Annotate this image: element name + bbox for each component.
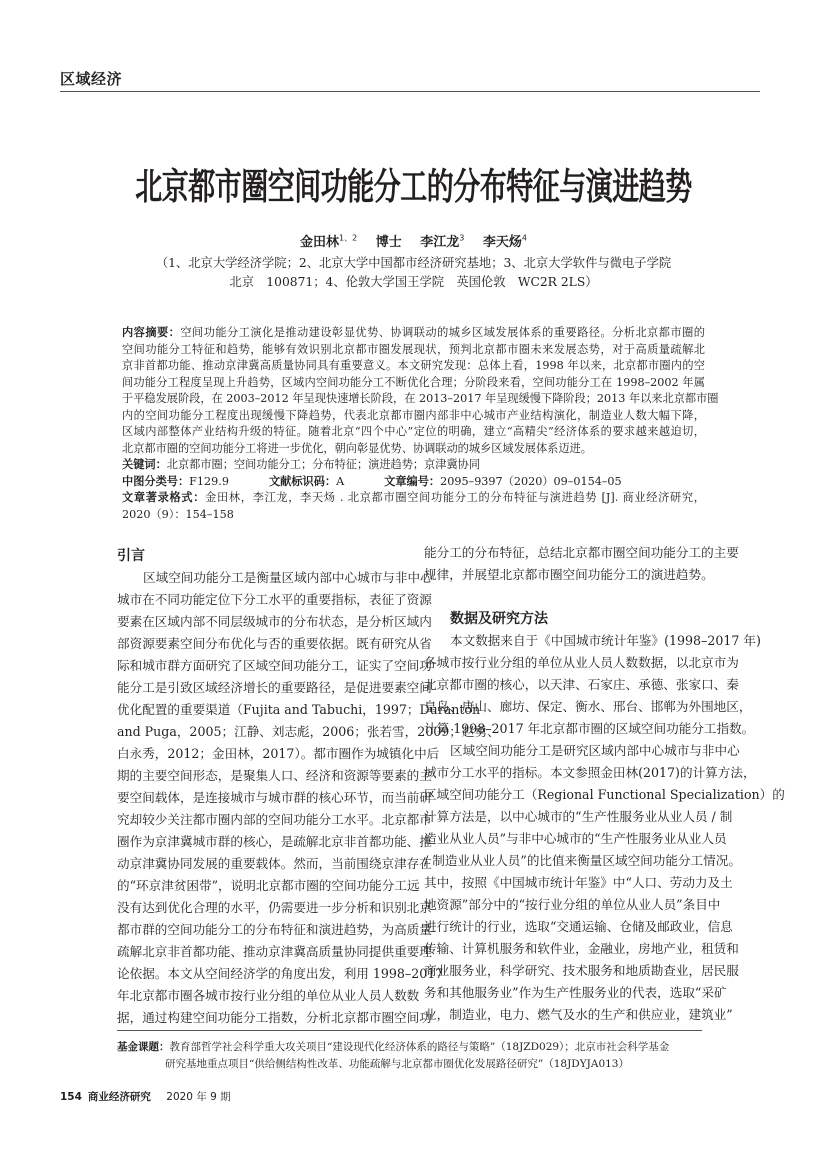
citation-line — [122, 490, 705, 507]
abstract-line — [122, 408, 705, 425]
abstract-text: 内的空间功能分工程度出现缓慢下降趋势，代表北京都市圈内部非中心城市产业结构演化，制造业人数大幅下降， — [122, 408, 705, 422]
section-tag: 区域经济 — [60, 70, 123, 88]
article-title: 北京都市圈空间功能分工的分布特征与演进趋势 — [135, 166, 692, 209]
author-list — [0, 231, 827, 250]
text-line: 计算 1998–2017 年北京都市圈的区域空间功能分工指数。 — [424, 721, 755, 736]
page-number: 154 — [60, 1091, 82, 1103]
abstract-text: 区域内部整体产业结构升级的特征。随着北京“四个中心”定位的明确，建立“高精尖”经济体系的要求越来越迫切， — [122, 425, 705, 438]
text-line: 白永秀，2012；金田林，2017）。都市圈作为城镇化中后 — [117, 746, 440, 761]
text-line: 究却较少关注都市圈内部的空间功能分工水平。北京都市 — [117, 812, 432, 827]
text-line: 皇岛、唐山、廊坊、保定、衡水、邢台、邯郸为外围地区， — [424, 699, 752, 714]
text-line: 期的主要空间形态，是聚集人口、经济和资源等要素的主 — [117, 768, 432, 783]
funding-note — [117, 1039, 717, 1073]
text-line: 区域空间功能分工是研究区域内部中心城市与非中心 — [450, 743, 740, 758]
text-line: 区域空间功能分工是衡量区域内部中心城市与非中心 — [143, 570, 433, 585]
abstract-line — [122, 424, 705, 441]
affiliation-line: （1、北京大学经济学院；2、北京大学中国都市经济研究基地；3、北京大学软件与微电子学院 — [155, 256, 672, 270]
text-line: 进行统计的行业，选取“交通运输、仓储及邮政业，信息 — [424, 919, 733, 934]
abstract-text: 间功能分工程度呈现上升趋势，区域内空间功能分工不断优化合理；分阶段来看，空间功能分工在 1998–2002 年属 — [122, 375, 705, 389]
author-affiliation-mark: 4 — [521, 233, 528, 243]
author-title: 博士 — [375, 235, 402, 250]
keywords-line — [122, 457, 705, 474]
text-line: 论依据。本文从空间经济学的角度出发，利用 1998–2017 — [117, 966, 444, 981]
abstract-line — [122, 441, 705, 458]
text-line: 商业服务业，科学研究、技术服务和地质勘查业，居民服 — [424, 963, 739, 978]
doc-code: A — [336, 474, 345, 488]
citation: 金田林，李江龙，李天炀 . 北京都市圈空间功能分工的分布特征与演进趋势 [J]. 商业经济研究， — [205, 491, 705, 504]
text-line: 的“环京津贫困带”，说明北京都市圈的空间功能分工远 — [117, 878, 420, 893]
text-line: 能分工的分布特征，总结北京都市圈空间功能分工的主要 — [424, 545, 739, 560]
citation-line: 2020（9）：154–158 — [122, 507, 234, 521]
keywords-label: 关键词： — [122, 458, 167, 471]
clc-code: F129.9 — [189, 474, 229, 488]
section-heading: 引言 — [117, 548, 145, 564]
keywords: 北京都市圈；空间功能分工；分布特征；演进趋势；京津冀协同 — [166, 458, 481, 471]
author-affiliation-mark: 1、2 — [339, 233, 358, 243]
text-line: 据，通过构建空间功能分工指数，分析北京都市圈空间功 — [117, 1010, 432, 1025]
abstract-line — [122, 375, 705, 392]
author-name: 金田林 — [299, 235, 339, 250]
funding-label: 基金课题： — [117, 1041, 170, 1053]
text-line: 动京津冀协同发展的重要载体。然而，当前围绕京津存在 — [117, 856, 432, 871]
abstract-line — [122, 325, 705, 342]
text-line: 年北京都市圈各城市按行业分组的单位从业人员人数数 — [117, 988, 420, 1003]
abstract-text: 空间功能分工特征和趋势，能够有效识别北京都市圈发展现状，预判北京都市圈未来发展态势，对于高质量疏解北 — [122, 342, 705, 356]
text-line: 北京都市圈的核心，以天津、石家庄、承德、张家口、秦 — [424, 677, 739, 692]
text-line: 本文数据来自于《中国城市统计年鉴》(1998–2017 年) — [450, 633, 761, 648]
page-footer — [60, 1089, 231, 1104]
article-no-label: 文章编号： — [384, 474, 441, 488]
text-line: 区域空间功能分工（Regional Functional Specialization）的 — [424, 787, 785, 802]
text-line: 城市在不同功能定位下分工水平的重要指标，表征了资源 — [117, 592, 432, 607]
author-name: 李天炀 — [482, 235, 522, 250]
text-line: / 制造业从业人员”的比值来衡量区域空间功能分工情况。 — [424, 853, 741, 868]
funding-text: 教育部哲学社会科学重大攻关项目“建设现代化经济体系的路径与策略”（18JZD029）；北京市社会科学基金 — [169, 1041, 670, 1053]
abstract-text: 京非首都功能、推动京津冀高质量协同具有重要意义。本文研究发现：总体上看，1998 年以来，北京都市圈内的空 — [122, 359, 705, 372]
clc-label: 中图分类号： — [122, 474, 190, 488]
text-line: 际和城市群方面研究了区域空间功能分工，证实了空间功 — [117, 658, 432, 673]
abstract-label: 内容摘要： — [122, 326, 181, 339]
footnote-divider — [117, 1030, 702, 1031]
funding-text: 研究基地重点项目“供给侧结构性改革、功能疏解与北京都市圈优化发展路径研究”（18JDYJA013） — [165, 1058, 629, 1070]
text-line: 圈作为京津冀城市群的核心，是疏解北京非首都功能、推 — [117, 834, 432, 849]
text-line: 各城市按行业分组的单位从业人员人数数据，以北京市为 — [424, 655, 739, 670]
text-line: 规律，并展望北京都市圈空间功能分工的演进趋势。 — [424, 567, 714, 582]
text-line: 业，制造业，电力、燃气及水的生产和供应业，建筑业” — [424, 1007, 733, 1022]
text-line: 传输、计算机服务和软件业，金融业，房地产业，租赁和 — [424, 941, 739, 956]
issue: 2020 年 9 期 — [166, 1091, 231, 1103]
doc-code-label: 文献标识码： — [268, 474, 337, 488]
text-line: 都市群的空间功能分工的分布特征和演进趋势，为高质量 — [117, 922, 432, 937]
text-line: and Puga，2005；江静、刘志彪，2006；张若雪，2009；赵勇、 — [117, 724, 500, 739]
citation-label: 文章著录格式： — [122, 491, 206, 504]
abstract-text: 空间功能分工演化是推动建设彰显优势、协调联动的城乡区域发展体系的重要路径。分析北京都市圈的 — [180, 326, 705, 339]
text-line: 计算方法是，以中心城市的“生产性服务业从业人员 / 制 — [424, 809, 733, 824]
abstract-text: 于平稳发展阶段，在 2003–2012 年呈现快速增长阶段，在 2013–2017 年呈现缓慢下降阶段；2013 年以来北京都市圈 — [122, 392, 719, 405]
abstract-line — [122, 358, 705, 375]
article-no: 2095–9397（2020）09–0154–05 — [440, 474, 622, 488]
text-line: 要素在区域内部不同层级城市的分布状态，是分析区域内 — [117, 614, 432, 629]
right-column — [424, 542, 785, 1026]
text-line: 疏解北京非首都功能、推动京津冀高质量协同提供重要理 — [117, 944, 432, 959]
header-divider — [60, 91, 760, 92]
abstract-text: 北京都市圈的空间功能分工将进一步优化，朝向彰显优势、协调联动的城乡区域发展体系迈进。 — [122, 441, 592, 455]
affiliation-line: 北京 100871；4、伦敦大学国王学院 英国伦敦 WC2R 2LS） — [229, 275, 598, 289]
text-line: 城市分工水平的指标。本文参照金田林(2017)的计算方法， — [424, 765, 756, 780]
text-line: 优化配置的重要渠道（Fujita and Tabuchi，1997；Duranton — [117, 702, 481, 717]
section-heading: 数据及研究方法 — [450, 611, 548, 627]
journal-name: 商业经济研究 — [87, 1091, 151, 1103]
abstract-line — [122, 342, 705, 359]
text-line: 地资源”部分中的“按行业分组的单位从业人员”条目中 — [424, 897, 721, 912]
author-name: 李江龙 — [420, 235, 460, 250]
author-affiliation-mark: 3 — [459, 233, 465, 243]
text-line: 没有达到优化合理的水平，仍需要进一步分析和识别北京 — [117, 900, 432, 915]
text-line: 其中，按照《中国城市统计年鉴》中“人口、劳动力及土 — [424, 875, 733, 890]
abstract-line — [122, 391, 719, 408]
classification-line — [122, 474, 705, 491]
text-line: 务和其他服务业”作为生产性服务业的代表，选取“采矿 — [424, 985, 727, 1000]
text-line: 要空间载体，是连接城市与城市群的核心环节，而当前研 — [117, 790, 432, 805]
text-line: 能分工是引致区域经济增长的重要路径，是促进要素空间 — [117, 680, 432, 695]
abstract-block — [122, 325, 719, 523]
text-line: 部资源要素空间分布优化与否的重要依据。既有研究从省 — [117, 636, 432, 651]
text-line: 造业从业人员”与非中心城市的“生产性服务业从业人员 — [424, 831, 727, 846]
